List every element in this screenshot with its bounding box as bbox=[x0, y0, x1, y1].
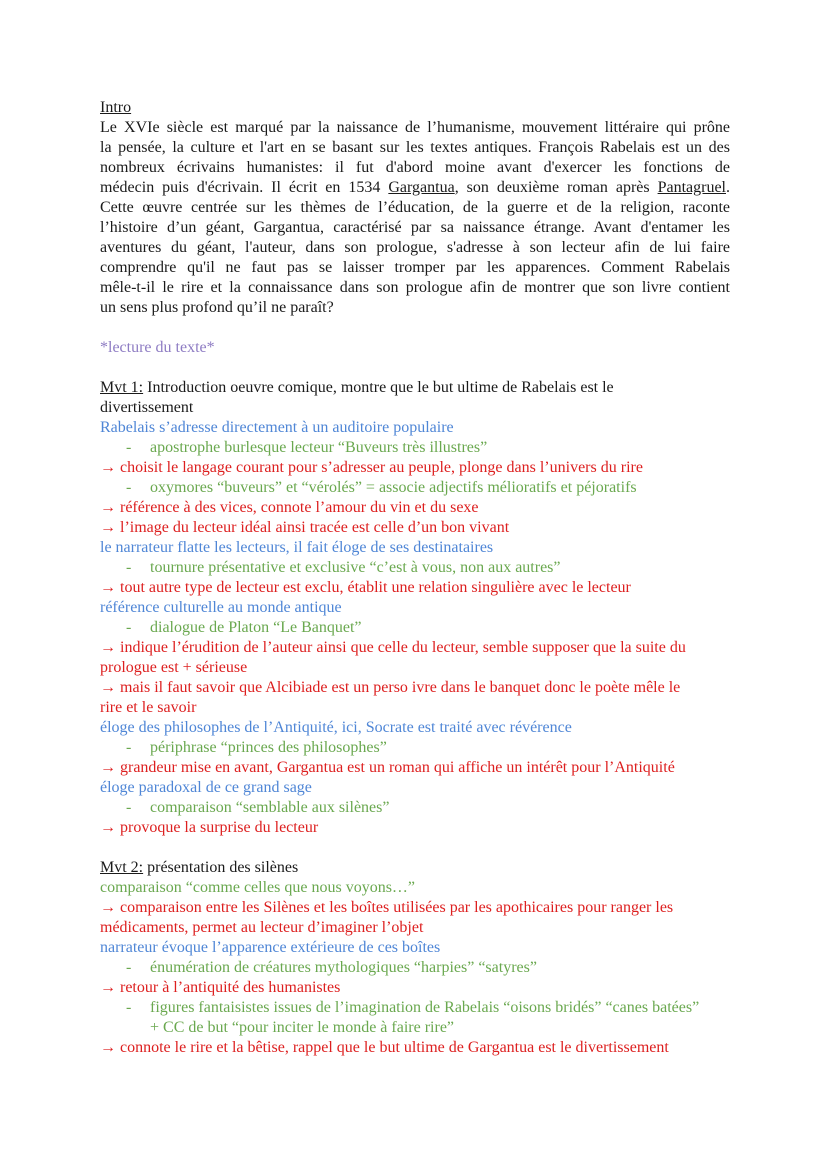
bullet-text: figures fantaisistes issues de l’imagination de Rabelais “oisons bridés” “canes batées” bbox=[150, 999, 700, 1016]
book-title: Pantagruel bbox=[657, 179, 726, 196]
bullet-dash-icon: - bbox=[126, 559, 132, 576]
interpretation-line: → mais il faut savoir que Alcibiade est un perso ivre dans le banquet donc le poète mêle le bbox=[100, 679, 681, 696]
bullet-text: tournure présentative et exclusive “c’est à vous, non aux autres” bbox=[150, 559, 561, 576]
intro-line: l’histoire d’un géant, Gargantua, caractérisé par sa naissance étrange. Avant d'entamer les bbox=[100, 219, 730, 236]
example-line: comparaison “comme celles que nous voyons…” bbox=[100, 879, 416, 896]
intro-line: aventures du géant, l'auteur, dans son prologue, s'adresse à son lecteur afin de lui faire bbox=[100, 239, 730, 256]
bullet-text: oxymores “buveurs” et “vérolés” = associe adjectifs mélioratifs et péjoratifs bbox=[150, 479, 637, 496]
bullet-example bbox=[100, 738, 730, 758]
bullet-dash-icon: - bbox=[126, 959, 132, 976]
analysis-point: référence culturelle au monde antique bbox=[100, 599, 342, 616]
book-title: Gargantua bbox=[388, 179, 455, 196]
bullet-example bbox=[100, 558, 730, 578]
bullet-example bbox=[100, 478, 730, 498]
analysis-point: narrateur évoque l’apparence extérieure de ces boîtes bbox=[100, 939, 441, 956]
bullet-text: périphrase “princes des philosophes” bbox=[150, 739, 387, 756]
reading-note: *lecture du texte* bbox=[100, 339, 215, 356]
bullet-continuation: + CC de but “pour inciter le monde à faire rire” bbox=[150, 1019, 455, 1036]
interpretation-line: → choisit le langage courant pour s’adresser au peuple, plonge dans l’univers du rire bbox=[100, 459, 643, 476]
bullet-text: comparaison “semblable aux silènes” bbox=[150, 799, 390, 816]
section-title-text: présentation des silènes bbox=[143, 859, 299, 876]
intro-line: la pensée, la culture et l'art en se basant sur les textes antiques. François Rabelais est un des bbox=[100, 139, 730, 156]
bullet-example bbox=[100, 618, 730, 638]
analysis-point: éloge paradoxal de ce grand sage bbox=[100, 779, 312, 796]
bullet-dash-icon: - bbox=[126, 619, 132, 636]
bullet-dash-icon: - bbox=[126, 439, 132, 456]
intro-line: comprendre qu'il ne faut pas se laisser tromper par les apparences. Comment Rabelais bbox=[100, 259, 730, 276]
bullet-dash-icon: - bbox=[126, 799, 132, 816]
interpretation-line: → grandeur mise en avant, Gargantua est un roman qui affiche un intérêt pour l’Antiquité bbox=[100, 759, 675, 776]
blank-line bbox=[100, 838, 730, 858]
intro-line: médecin puis d'écrivain. Il écrit en 1534 Gargantua, son deuxième roman après Pantagruel. bbox=[100, 179, 730, 196]
section-title bbox=[100, 858, 730, 878]
bullet-text: apostrophe burlesque lecteur “Buveurs très illustres” bbox=[150, 439, 488, 456]
interpretation-line: prologue est + sérieuse bbox=[100, 659, 248, 676]
bullet-example bbox=[100, 798, 730, 818]
bullet-example bbox=[100, 958, 730, 978]
interpretation-line: rire et le savoir bbox=[100, 699, 197, 716]
intro-line: mêle-t-il le rire et la connaissance dans son prologue afin de montrer que son livre contient bbox=[100, 279, 730, 296]
interpretation-line: médicaments, permet au lecteur d’imaginer l’objet bbox=[100, 919, 424, 936]
analysis-point: le narrateur flatte les lecteurs, il fait éloge de ses destinataires bbox=[100, 539, 494, 556]
interpretation-line: → retour à l’antiquité des humanistes bbox=[100, 979, 341, 996]
intro-heading: Intro bbox=[100, 99, 132, 116]
interpretation-line: → provoque la surprise du lecteur bbox=[100, 819, 319, 836]
intro-line: nombreux écrivains humanistes: il fut d'abord moine avant d'exercer les fonctions de bbox=[100, 159, 730, 176]
intro-line: Le XVIe siècle est marqué par la naissance de l’humanisme, mouvement littéraire qui prône bbox=[100, 119, 730, 136]
interpretation-line: → comparaison entre les Silènes et les boîtes utilisées par les apothicaires pour ranger les bbox=[100, 899, 674, 916]
section-title bbox=[100, 378, 730, 398]
bullet-text: dialogue de Platon “Le Banquet” bbox=[150, 619, 362, 636]
bullet-dash-icon: - bbox=[126, 999, 132, 1016]
bullet-example bbox=[100, 438, 730, 458]
section-label: Mvt 2: bbox=[100, 859, 144, 876]
section-label: Mvt 1: bbox=[100, 379, 144, 396]
interpretation-line: → tout autre type de lecteur est exclu, établit une relation singulière avec le lecteur bbox=[100, 579, 631, 596]
analysis-point: Rabelais s’adresse directement à un auditoire populaire bbox=[100, 419, 454, 436]
intro-line: Cette œuvre centrée sur les thèmes de l’éducation, de la guerre et de la religion, raconte bbox=[100, 199, 730, 216]
section-title-text: Introduction oeuvre comique, montre que le but ultime de Rabelais est le bbox=[143, 379, 614, 396]
interpretation-line: → connote le rire et la bêtise, rappel que le but ultime de Gargantua est le divertissement bbox=[100, 1039, 669, 1056]
section-title-continued: divertissement bbox=[100, 399, 194, 416]
bullet-dash-icon: - bbox=[126, 479, 132, 496]
bullet-text: énumération de créatures mythologiques “harpies” “satyres” bbox=[150, 959, 537, 976]
interpretation-line: → indique l’érudition de l’auteur ainsi que celle du lecteur, semble supposer que la suite du bbox=[100, 639, 686, 656]
bullet-example bbox=[100, 998, 730, 1018]
interpretation-line: → référence à des vices, connote l’amour du vin et du sexe bbox=[100, 499, 479, 516]
document-page bbox=[100, 98, 730, 1058]
analysis-point: éloge des philosophes de l’Antiquité, ici, Socrate est traité avec révérence bbox=[100, 719, 572, 736]
intro-line: un sens plus profond qu’il ne paraît? bbox=[100, 299, 334, 316]
blank-line bbox=[100, 318, 730, 338]
blank-line bbox=[100, 358, 730, 378]
interpretation-line: → l’image du lecteur idéal ainsi tracée est celle d’un bon vivant bbox=[100, 519, 510, 536]
bullet-dash-icon: - bbox=[126, 739, 132, 756]
